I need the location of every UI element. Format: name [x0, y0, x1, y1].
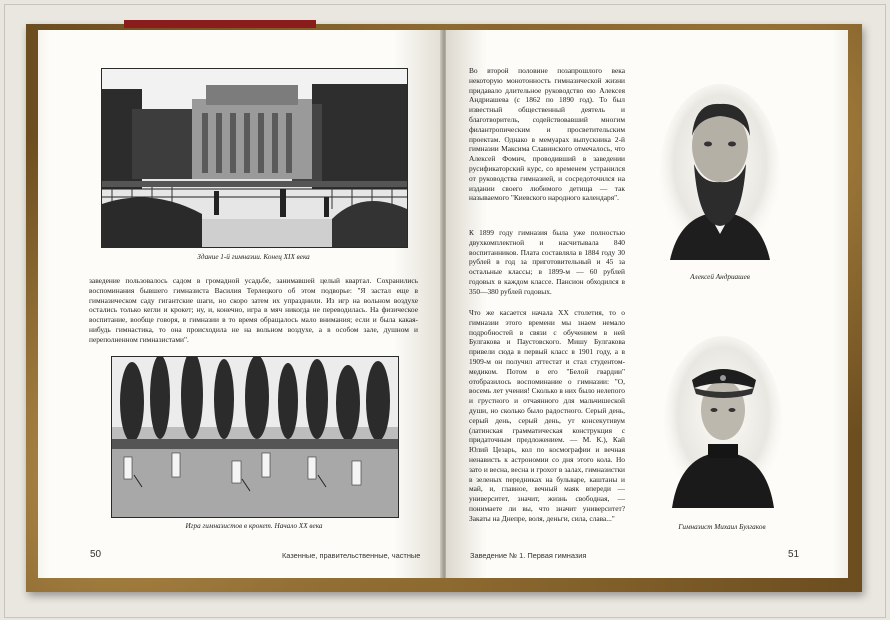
right-paragraph-3: Что же касается начала XX столетия, то о гимназии этого времени мы знаем немало подробностей в связи с обучением в ней Булгакова и Паустовского. Мишу Булгакова привели сюда в первый класс в 1901 году, а в 1909-м он получил аттестат и стал студентом-медиком. Потом в его "Белой гвардии" отобразилось воспоминание о гимназии: "О, восемь лет учения! Сколько в них было нелепого и грустного и отчаянного для мальчишеской души, но сколько было радостного. Серый день, серый день, серый день, ут консекутивум (латинская грамматическая конструкция с придаточным предложением. — М. К.), Кай Юлий Цезарь, кол по космографии и вечная ненависть к астрономии со дня этого кола. Но зато и весна, весна и грохот в залах, гимназистки в зеленых передниках на бульваре, каштаны и май, и, главное, вечный маяк впереди — университет, значит, жизнь свободная, — понимаете ли вы, что значит университет? Закаты на Днепре, воля, деньги, сила, слава..." — [469, 308, 625, 523]
photo1-caption: Здание 1-й гимназии. Конец XIX века — [197, 253, 310, 261]
left-page-number: 50 — [90, 549, 102, 560]
right-page-number: 51 — [788, 549, 800, 560]
left-running-head: Казенные, правительственные, частные — [282, 551, 421, 560]
croquet-game-photo — [111, 356, 399, 518]
right-paragraph-2: К 1899 году гимназия была уже полностью двухкомплектной и насчитывала 840 воспитанников. Плата составляла в 1884 году 30 рублей в год за приготовительный и 45 за остальные классы; в 1899-м — 60 рублей годовых в каждом классе. Пансион обходился в 350—380 рублей годовых. — [469, 228, 625, 296]
portrait1-caption: Алексей Андриашев — [690, 273, 750, 281]
photo2-caption: Игра гимназистов в крокет. Начало XX века — [185, 522, 323, 530]
bulgakov-portrait — [664, 336, 782, 508]
left-body-text: заведение пользовалось садом в громадной усадьбе, занимавшей целый квартал. Сохранились воспоминания бывшего гимназиста Василия Терлецкого об этом подворье: "Я застал еще в гимназическом саду гигантские шаги, но скоро затем их упразднили. Из игр на вольном воздухе остались только кегли и крокет; ну, и, конечно, игра в мяч никогда не переводилась. На физическое воспитание, вообще говоря, в гимназии в то время обращалось мало внимания; если и была какая-нибудь гимнастика, то она происходила не на вольном воздухе, а в особом зале, душном и переполненном гимназистами". — [89, 276, 418, 344]
right-running-head: Заведение № 1. Первая гимназия — [470, 551, 587, 560]
portrait2-caption: Гимназист Михаил Булгаков — [678, 523, 766, 531]
right-paragraph-1: Во второй половине позапрошлого века некоторую монотонность гимназической жизни придавало длительное руководство ею Алексея Андриашева (с 1862 по 1890 год). То был известный общественный деятель и благотворитель, содействовавший многим филантропическим и просветительским проектам. Однако в мемуарах выпускника 2-й гимназии Максима Славинского отмечалось, что Алексей Фомич, проводивший в заведении русификаторский курс, со временем устранился от руководства гимназией, и сосредоточился на издании своего любимого детища — так называемого "Киевского народного календаря". — [469, 66, 625, 203]
gymnasium-building-photo — [101, 68, 408, 248]
andriashev-portrait — [660, 84, 780, 260]
bookmark-ribbon — [124, 20, 316, 28]
